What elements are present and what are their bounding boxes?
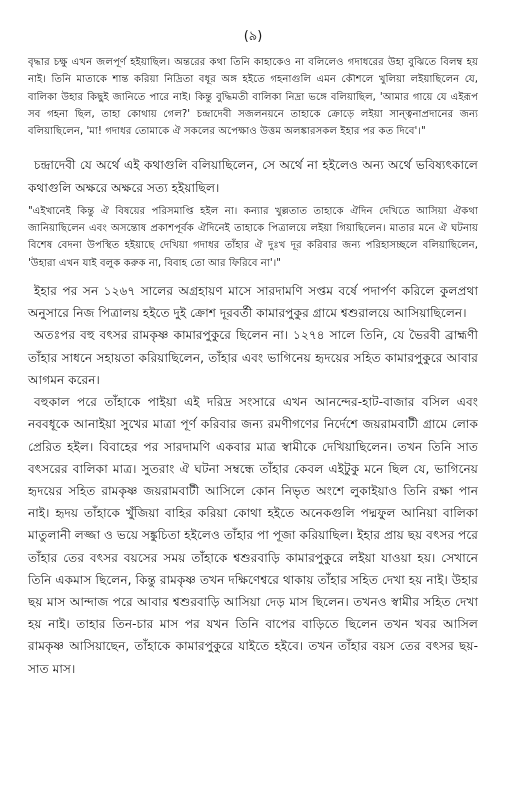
paragraph-3: অতঃপর বহু বৎসর রামকৃষ্ণ কামারপুকুরে ছিলেন না। ১২৭৪ সালে তিনি, যে ভৈরবী ব্রাহ্মণী তাঁহার সাধনে সহায়তা করিয়াছিলেন, তাঁহার এবং ভাগিনেয় হৃদয়ের সহিত কামারপুকুরে আবার আগমন করেন। xyxy=(28,328,478,387)
paragraph-4: বহুকাল পরে তাঁহাকে পাইয়া এই দরিদ্র সংসারে এখন আনন্দের-হাট-বাজার বসিল এবং নববধূকে আনাইয়া সুখের মাত্রা পূর্ণ করিবার জন্য রমণীগণের নির্দেশে জয়রামবাটী গ্রামে লোক প্রেরিত হইল। বিবাহের পর সারদামণি একবার মাত্র স্বামীকে দেখিয়াছিলেন। তখন তিনি সাত বৎসরের বালিকা মাত্র। সুতরাং ঐ ঘটনা সম্বন্ধে তাঁহার কেবল এইটুকু মনে ছিল যে, ভাগিনেয় হৃদয়ের সহিত রামকৃষ্ণ জয়রামবাটী আসিলে কোন নিভৃত অংশে লুকাইয়াও তিনি রক্ষা পান নাই। হৃদয় তাঁহাকে খুঁজিয়া বাহির করিয়া কোথা হইতে অনেকগুলি পদ্মফুল আনিয়া বালিকা মাতুলানী লজ্জা ও ভয়ে সঙ্কুচিতা হইলেও তাঁহার পা পূজা করিয়াছিল। ইহার প্রায় ছয় বৎসর পরে তাঁহার তের বৎসর বয়সের সময় তাঁহাকে শ্বশুরবাড়ি কামারপুকুরে লইয়া যাওয়া হয়। সেখানে তিনি একমাস ছিলেন, কিন্তু রামকৃষ্ণ তখন দক্ষিণেশ্বরে থাকায় তাঁহার সহিত দেখা হয় নাই। উহার ছয় মাস আন্দাজ পরে আবার শ্বশুরবাড়ি আসিয়া দেড় মাস ছিলেন। তখনও স্বামীর সহিত দেখা হয় নাই। তাহার তিন-চার মাস পর যখন তিনি বাপের বাড়িতে ছিলেন তখন খবর আসিল রামকৃষ্ণ আসিয়াছেন, তাঁহাকে কামারপুকুরে যাইতে হইবে। তখন তাঁহার বয়স তের বৎসর ছয়-সাত মাস। xyxy=(28,395,478,676)
quote-block-1: বৃদ্ধার চক্ষু এখন জলপূর্ণ হইয়াছিল। অন্তরের কথা তিনি কাহাকেও না বলিলেও গদাধরের উহা বুঝিতে বিলম্ব হয় নাই। তিনি মাতাকে শান্ত করিয়া নিদ্রিতা বধূর অঙ্গ হইতে গহনাগুলি এমন কৌশলে খুলিয়া লইয়াছিলেন যে, বালিকা উহার কিছুই জানিতে পারে নাই। কিন্তু বুদ্ধিমতী বালিকা নিদ্রা ভঙ্গে বলিয়াছিল, 'আমার গায়ে যে এইরূপ সব গহনা ছিল, তাহা কোথায় গেল?' চন্দ্রাদেবী সজলনয়নে তাহাকে ক্রোড়ে লইয়া সান্ত্বনাপ্রদানের জন্য বলিয়াছিলেন, 'মা! গদাধর তোমাকে ঐ সকলের অপেক্ষাও উত্তম অলঙ্কারসকল ইহার পর কত দিবে'।" xyxy=(28,57,478,138)
page-number: (৯) xyxy=(243,29,263,44)
paragraph-1: চন্দ্রাদেবী যে অর্থে এই কথাগুলি বলিয়াছিলেন, সে অর্থে না হইলেও অন্য অর্থে ভবিষ্যৎকালে কথাগুলি অক্ষরে অক্ষরে সত্য হইয়াছিল। xyxy=(28,158,478,195)
paragraph-2: ইহার পর সন ১২৬৭ সালের অগ্রহায়ণ মাসে সারদামণি সপ্তম বর্ষে পদার্পণ করিলে কুলপ্রথা অনুসারে নিজ পিত্রালয় হইতে দুই ক্রোশ দূরবর্তী কামারপুকুর গ্রামে শ্বশুরালয়ে আসিয়াছিলেন। xyxy=(28,284,478,321)
quote-block-2: "এইখানেই কিন্তু ঐ বিষয়ের পরিসমাপ্তি হইল না। কন্যার খুল্লতাত তাহাকে ঐদিন দেখিতে আসিয়া ঐকথা জানিয়াছিলেন এবং অসন্তোষ প্রকাশপূর্বক ঐদিনেই তাহাকে পিত্রালয়ে লইয়া গিয়াছিলেন। মাতার মনে ঐ ঘটনায় বিশেষ বেদনা উপস্থিত হইয়াছে দেখিয়া গদাধর তাঁহার ঐ দুঃখ দূর করিবার জন্য পরিহাসচ্ছলে বলিয়াছিলেন, 'উহারা এখন যাই বলুক করুক না, বিবাহ তো আর ফিরিবে না'।" xyxy=(28,205,478,269)
